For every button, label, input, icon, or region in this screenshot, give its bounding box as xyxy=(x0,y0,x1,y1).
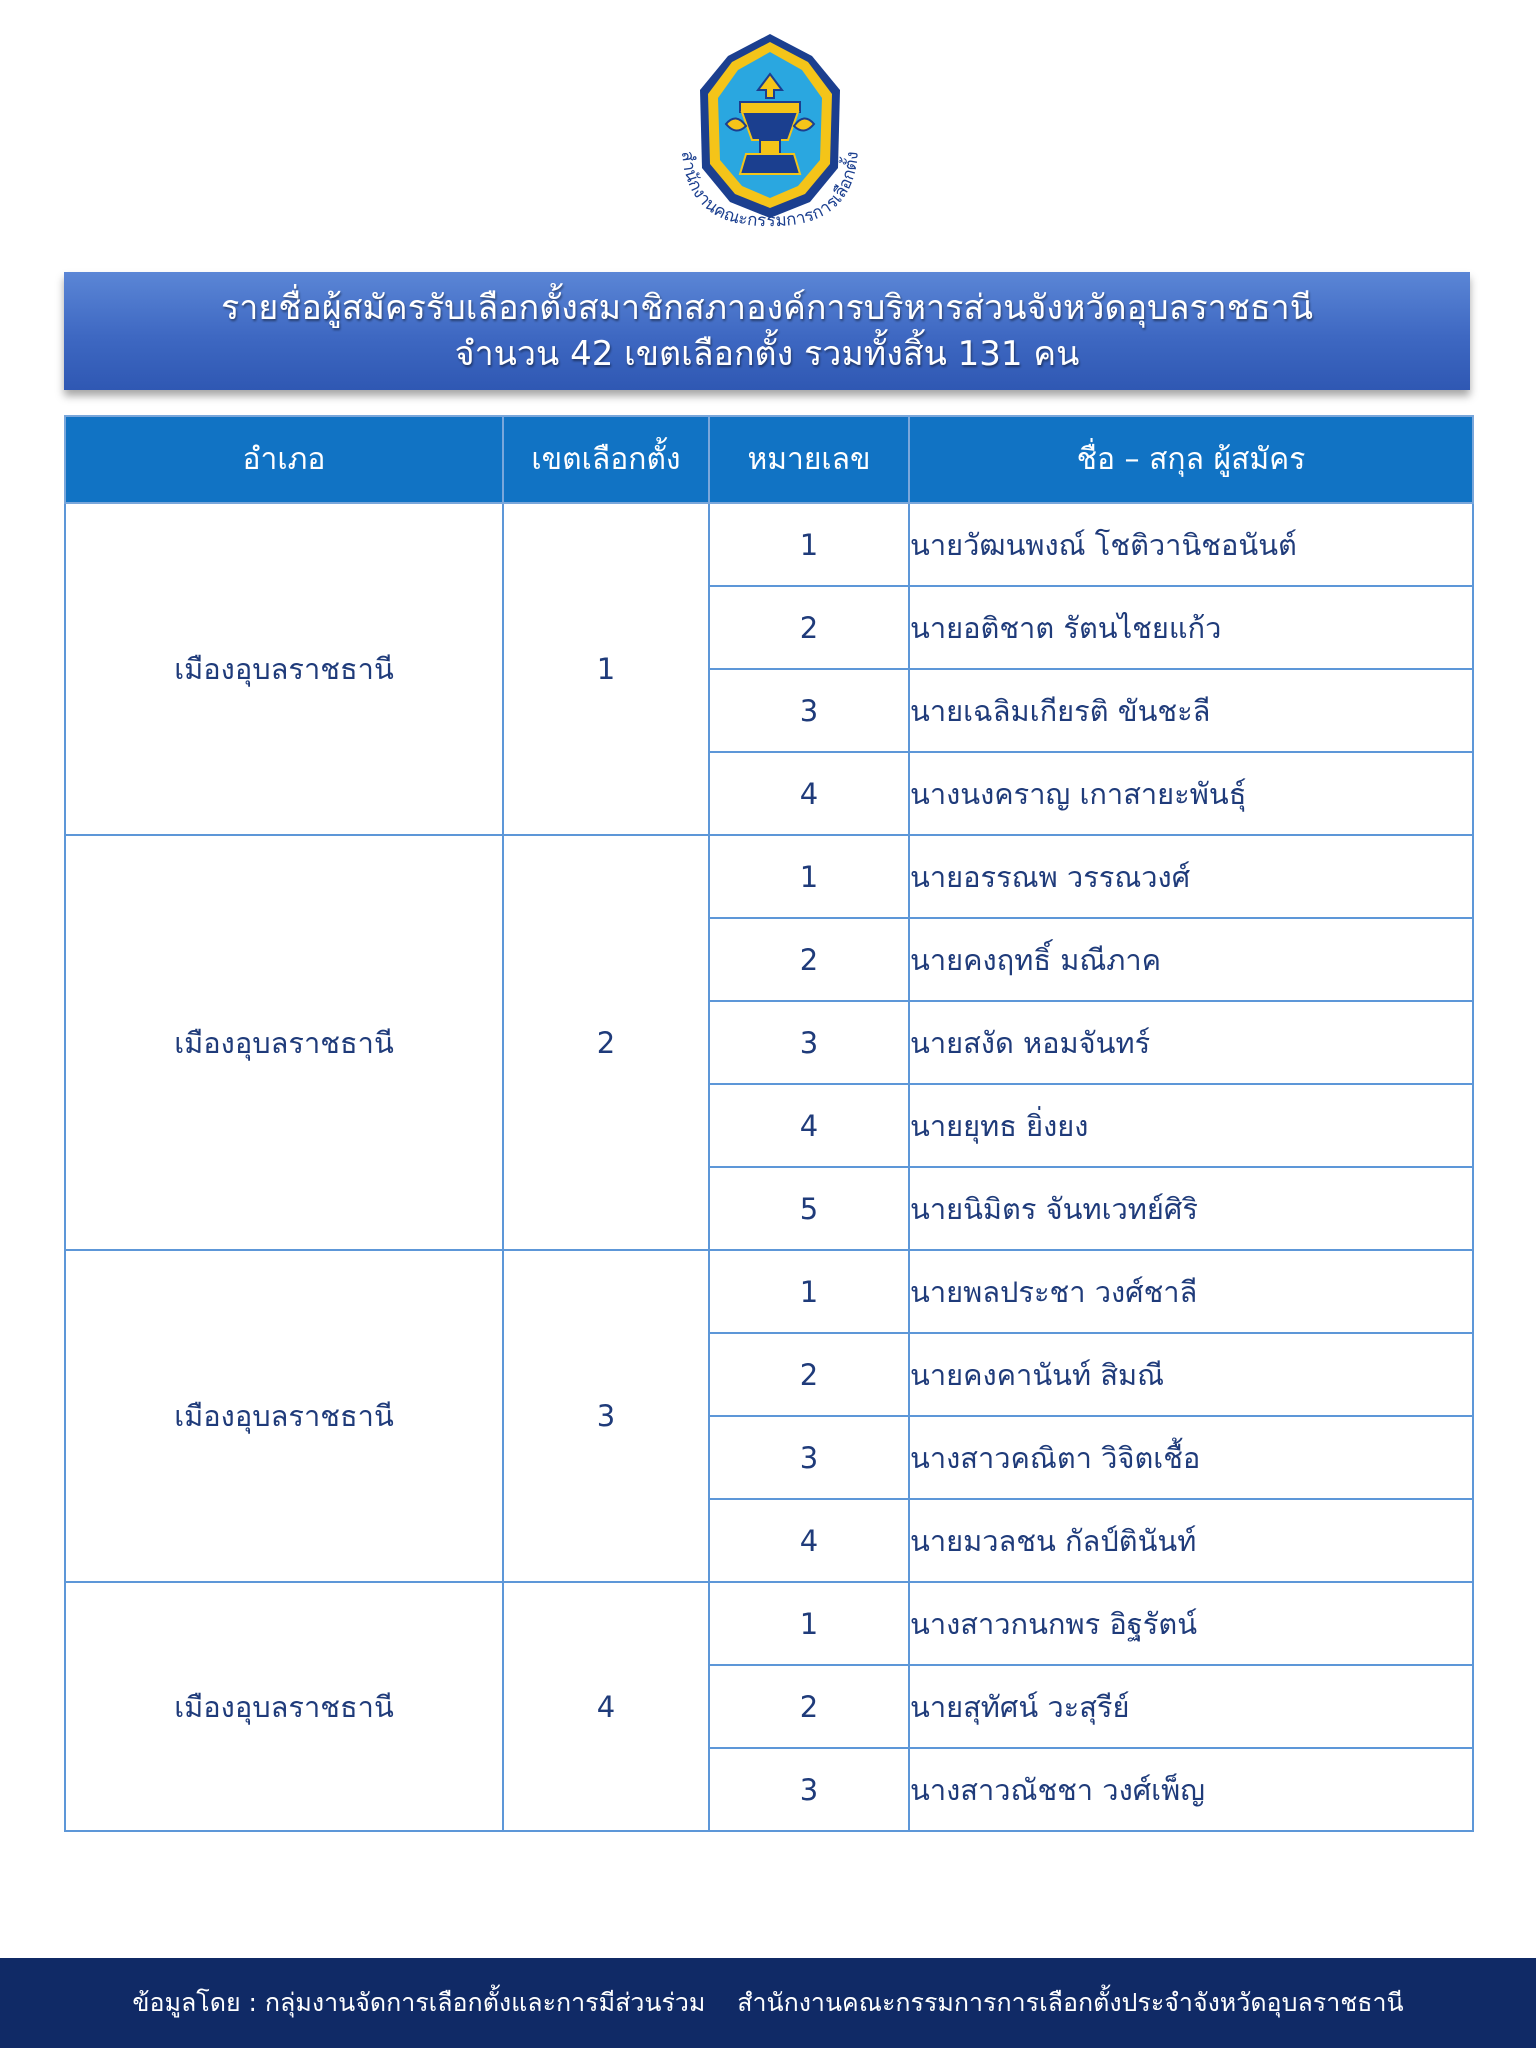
table-header-row xyxy=(65,416,1473,503)
district-cell: เมืองอุบลราชธานี xyxy=(65,1250,503,1582)
title-line-2: จำนวน 42 เขตเลือกตั้ง รวมทั้งสิ้น 131 คน xyxy=(454,334,1080,374)
candidate-name-cell: นายยุทธ ยิ่งยง xyxy=(909,1084,1473,1167)
candidate-name-cell: นายคงฤทธิ์ มณีภาค xyxy=(909,918,1473,1001)
candidate-number-cell: 2 xyxy=(709,1665,909,1748)
candidate-number-cell: 2 xyxy=(709,1333,909,1416)
candidate-name-cell: นายสุทัศน์ วะสุรีย์ xyxy=(909,1665,1473,1748)
table-row xyxy=(65,835,1473,918)
candidate-number-cell: 1 xyxy=(709,1582,909,1665)
candidate-number-cell: 1 xyxy=(709,503,909,586)
candidate-number-cell: 2 xyxy=(709,918,909,1001)
candidate-number-cell: 4 xyxy=(709,1084,909,1167)
candidate-number-cell: 4 xyxy=(709,1499,909,1582)
candidate-name-cell: นายอติชาต รัตนไชยแก้ว xyxy=(909,586,1473,669)
candidate-number-cell: 3 xyxy=(709,1748,909,1831)
district-cell: เมืองอุบลราชธานี xyxy=(65,1582,503,1831)
candidate-name-cell: นายคงคานันท์ สิมณี xyxy=(909,1333,1473,1416)
ect-logo xyxy=(660,28,880,238)
zone-cell: 3 xyxy=(503,1250,709,1582)
candidate-number-cell: 4 xyxy=(709,752,909,835)
zone-cell: 4 xyxy=(503,1582,709,1831)
candidate-name-cell: นายวัฒนพงณ์ โชติวานิชอนันต์ xyxy=(909,503,1473,586)
candidate-number-cell: 3 xyxy=(709,1001,909,1084)
logo-text: สำนักงานคณะกรรมการการเลือกตั้ง xyxy=(676,149,863,232)
candidate-number-cell: 3 xyxy=(709,669,909,752)
candidate-table xyxy=(64,415,1474,1832)
col-header-zone: เขตเลือกตั้ง xyxy=(503,416,709,503)
candidate-name-cell: นายอรรณพ วรรณวงศ์ xyxy=(909,835,1473,918)
table-row xyxy=(65,503,1473,586)
title-line-1: รายชื่อผู้สมัครรับเลือกตั้งสมาชิกสภาองค์การบริหารส่วนจังหวัดอุบลราชธานี xyxy=(221,288,1313,328)
candidate-name-cell: นายมวลชน กัลป์ตินันท์ xyxy=(909,1499,1473,1582)
candidate-name-cell: นางนงคราญ เกาสายะพันธุ์ xyxy=(909,752,1473,835)
title-banner xyxy=(64,272,1470,390)
col-header-number: หมายเลข xyxy=(709,416,909,503)
footer-bar xyxy=(0,1958,1536,2048)
table-row xyxy=(65,1582,1473,1665)
district-cell: เมืองอุบลราชธานี xyxy=(65,503,503,835)
footer-text: ข้อมูลโดย : กลุ่มงานจัดการเลือกตั้งและการมีส่วนร่วม สำนักงานคณะกรรมการการเลือกตั้งประจำจังหวัดอุบลราชธานี xyxy=(132,1988,1404,2017)
candidate-number-cell: 3 xyxy=(709,1416,909,1499)
candidate-name-cell: นางสาวกนกพร อิฐรัตน์ xyxy=(909,1582,1473,1665)
candidate-number-cell: 1 xyxy=(709,1250,909,1333)
zone-cell: 1 xyxy=(503,503,709,835)
table-row xyxy=(65,1250,1473,1333)
candidate-number-cell: 5 xyxy=(709,1167,909,1250)
district-cell: เมืองอุบลราชธานี xyxy=(65,835,503,1250)
candidate-number-cell: 1 xyxy=(709,835,909,918)
candidate-name-cell: นายนิมิตร จันทเวทย์ศิริ xyxy=(909,1167,1473,1250)
candidate-name-cell: นางสาวณัชชา วงศ์เพ็ญ xyxy=(909,1748,1473,1831)
candidate-number-cell: 2 xyxy=(709,586,909,669)
col-header-district: อำเภอ xyxy=(65,416,503,503)
candidate-name-cell: นางสาวคณิตา วิจิตเชื้อ xyxy=(909,1416,1473,1499)
zone-cell: 2 xyxy=(503,835,709,1250)
candidate-name-cell: นายเฉลิมเกียรติ ขันชะลี xyxy=(909,669,1473,752)
candidate-name-cell: นายสงัด หอมจันทร์ xyxy=(909,1001,1473,1084)
col-header-name: ชื่อ – สกุล ผู้สมัคร xyxy=(909,416,1473,503)
candidate-name-cell: นายพลประชา วงศ์ชาลี xyxy=(909,1250,1473,1333)
table-body xyxy=(65,503,1473,1831)
